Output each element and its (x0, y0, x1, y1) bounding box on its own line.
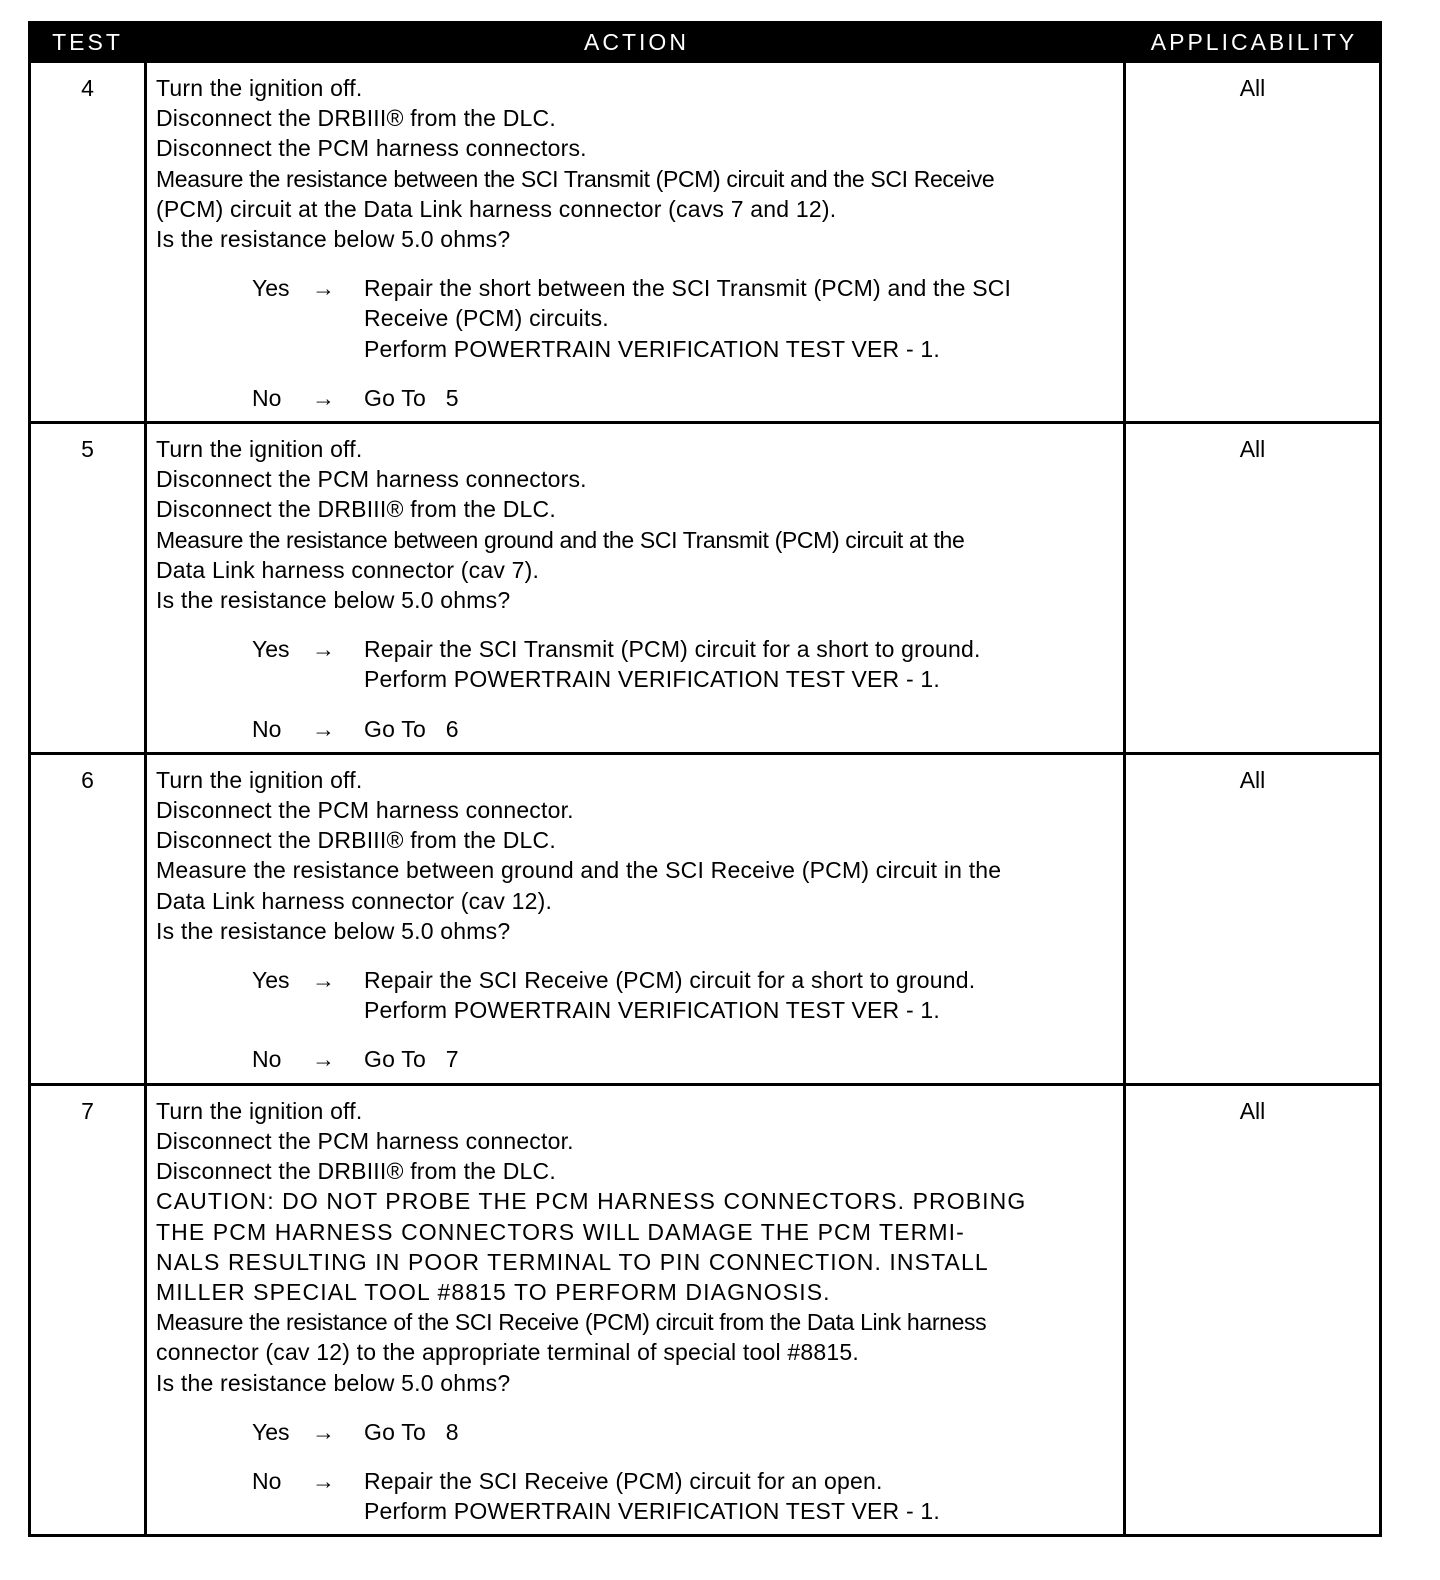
no-result (156, 383, 1121, 413)
no-text (364, 1044, 459, 1074)
result-line: Go To 7 (364, 1046, 459, 1073)
no-text (364, 1466, 940, 1526)
test-number: 6 (31, 755, 147, 1083)
action-line: Measure the resistance between the SCI Transmit (PCM) circuit and the SCI Receive (156, 165, 995, 192)
action-line: Data Link harness connector (cav 7). (156, 556, 540, 583)
yes-label: Yes (252, 636, 290, 663)
action-cell (147, 63, 1126, 421)
action-line: Disconnect the PCM harness connectors. (156, 135, 587, 162)
action-line: Is the resistance below 5.0 ohms? (156, 226, 511, 253)
result-line: Go To 8 (364, 1418, 459, 1445)
no-text (364, 383, 459, 413)
table-header (28, 21, 1382, 63)
applicability-value: All (1239, 75, 1266, 101)
action-line: Turn the ignition off. (156, 766, 363, 793)
no-result (156, 714, 1121, 744)
action-cell (147, 1086, 1126, 1535)
yes-result (156, 965, 1121, 1025)
arrow-icon: → (312, 967, 335, 994)
table-row (28, 424, 1382, 755)
action-line: Disconnect the DRBIII® from the DLC. (156, 105, 556, 132)
yes-label: Yes (252, 1418, 290, 1445)
result-line: Go To 5 (364, 384, 459, 411)
action-line: Disconnect the PCM harness connector. (156, 1127, 574, 1154)
no-result (156, 1044, 1121, 1074)
action-line: connector (cav 12) to the appropriate terminal of special tool #8815. (156, 1339, 859, 1366)
result-line: Perform POWERTRAIN VERIFICATION TEST VER - 1. (364, 1498, 940, 1525)
yes-text (364, 965, 975, 1025)
test-number: 4 (31, 63, 147, 421)
table-body (28, 63, 1382, 1537)
action-line: CAUTION: DO NOT PROBE THE PCM HARNESS CONNECTORS. PROBING (156, 1188, 1027, 1215)
result-line: Perform POWERTRAIN VERIFICATION TEST VER - 1. (364, 666, 940, 693)
no-label: No (252, 1046, 282, 1073)
action-line: Turn the ignition off. (156, 1097, 363, 1124)
no-text (364, 714, 459, 744)
action-line: MILLER SPECIAL TOOL #8815 TO PERFORM DIAGNOSIS. (156, 1278, 831, 1305)
result-line: Receive (PCM) circuits. (364, 305, 609, 332)
result-line: Repair the SCI Receive (PCM) circuit for an open. (364, 1467, 883, 1494)
header-test: TEST (52, 29, 123, 55)
applicability-value: All (1239, 1097, 1266, 1124)
yes-text (364, 273, 1011, 364)
action-line: Disconnect the DRBIII® from the DLC. (156, 827, 556, 854)
result-line: Go To 6 (364, 715, 459, 742)
yes-text (364, 634, 981, 694)
applicability-value: All (1239, 766, 1266, 793)
applicability-value: All (1239, 436, 1266, 463)
yes-result (156, 1417, 1121, 1447)
action-line: Is the resistance below 5.0 ohms? (156, 1369, 511, 1396)
arrow-icon: → (312, 636, 335, 663)
result-line: Perform POWERTRAIN VERIFICATION TEST VER - 1. (364, 335, 940, 362)
table-row (28, 755, 1382, 1086)
action-line: Measure the resistance between ground and the SCI Receive (PCM) circuit in the (156, 857, 1002, 884)
header-action: ACTION (584, 29, 689, 55)
action-line: Measure the resistance between ground and the SCI Transmit (PCM) circuit at the (156, 526, 965, 553)
action-line: Disconnect the DRBIII® from the DLC. (156, 496, 556, 523)
result-line: Repair the short between the SCI Transmit (PCM) and the SCI (364, 275, 1012, 302)
arrow-icon: → (312, 1418, 335, 1445)
table-row (28, 63, 1382, 424)
yes-label: Yes (252, 275, 290, 302)
result-line: Repair the SCI Transmit (PCM) circuit for a short to ground. (364, 636, 981, 663)
action-line: Is the resistance below 5.0 ohms? (156, 917, 511, 944)
action-line: Disconnect the DRBIII® from the DLC. (156, 1158, 556, 1185)
arrow-icon: → (312, 1046, 335, 1073)
result-line: Perform POWERTRAIN VERIFICATION TEST VER - 1. (364, 997, 940, 1024)
action-cell (147, 755, 1126, 1083)
action-line: Measure the resistance of the SCI Receive (PCM) circuit from the Data Link harness (156, 1309, 987, 1336)
table-row (28, 1086, 1382, 1538)
yes-result (156, 273, 1121, 364)
arrow-icon: → (312, 384, 335, 411)
test-number: 7 (31, 1086, 147, 1535)
no-label: No (252, 384, 282, 411)
header-applicability: APPLICABILITY (1150, 29, 1358, 55)
diagnostic-table (28, 21, 1382, 1537)
action-line: Disconnect the PCM harness connector. (156, 797, 574, 824)
action-line: Data Link harness connector (cav 12). (156, 887, 553, 914)
action-cell (147, 424, 1126, 752)
action-line: Is the resistance below 5.0 ohms? (156, 587, 511, 614)
no-label: No (252, 715, 282, 742)
no-label: No (252, 1467, 282, 1494)
action-line: Turn the ignition off. (156, 75, 363, 101)
yes-text (364, 1417, 459, 1447)
action-line: Turn the ignition off. (156, 436, 363, 463)
arrow-icon: → (312, 1467, 335, 1494)
no-result (156, 1466, 1121, 1526)
result-line: Repair the SCI Receive (PCM) circuit for a short to ground. (364, 967, 976, 994)
action-line: THE PCM HARNESS CONNECTORS WILL DAMAGE THE PCM TERMI- (156, 1218, 965, 1245)
yes-label: Yes (252, 967, 290, 994)
arrow-icon: → (312, 715, 335, 742)
test-number: 5 (31, 424, 147, 752)
action-line: (PCM) circuit at the Data Link harness connector (cavs 7 and 12). (156, 195, 837, 222)
arrow-icon: → (312, 275, 335, 302)
action-line: NALS RESULTING IN POOR TERMINAL TO PIN CONNECTION. INSTALL (156, 1248, 989, 1275)
yes-result (156, 634, 1121, 694)
action-line: Disconnect the PCM harness connectors. (156, 466, 587, 493)
